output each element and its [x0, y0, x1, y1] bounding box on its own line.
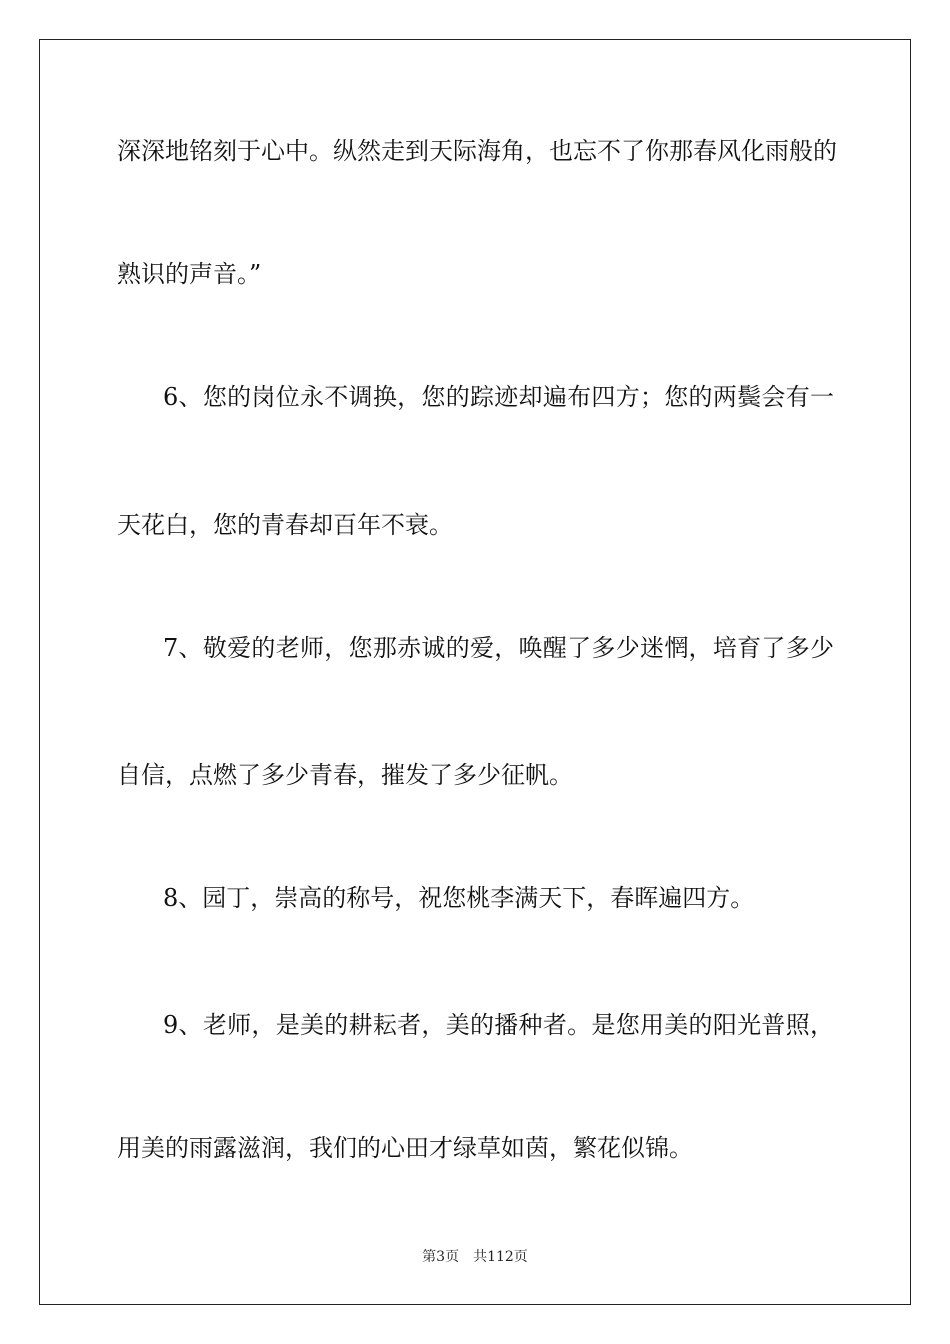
text-line-5: 7、敬爱的老师，您那赤诚的爱，唤醒了多少迷惘，培育了多少	[163, 634, 834, 662]
text-line-9: 用美的雨露滋润，我们的心田才绿草如茵，繁花似锦。	[117, 1134, 693, 1162]
text-line-3: 6、您的岗位永不调换，您的踪迹却遍布四方；您的两鬓会有一	[163, 383, 834, 411]
text-line-7: 8、园丁，崇高的称号，祝您桃李满天下，春晖遍四方。	[163, 884, 755, 912]
text-line-6: 自信，点燃了多少青春，摧发了多少征帆。	[117, 761, 573, 789]
text-line-1: 深深地铭刻于心中。纵然走到天际海角，也忘不了你那春风化雨般的	[117, 137, 837, 165]
text-line-2: 熟识的声音。”	[117, 260, 262, 288]
page-number-footer: 第3页 共112页	[422, 1249, 528, 1265]
page-border	[39, 39, 911, 1305]
text-line-8: 9、老师，是美的耕耘者，美的播种者。是您用美的阳光普照，	[163, 1011, 834, 1039]
text-line-4: 天花白，您的青春却百年不衰。	[117, 511, 453, 539]
